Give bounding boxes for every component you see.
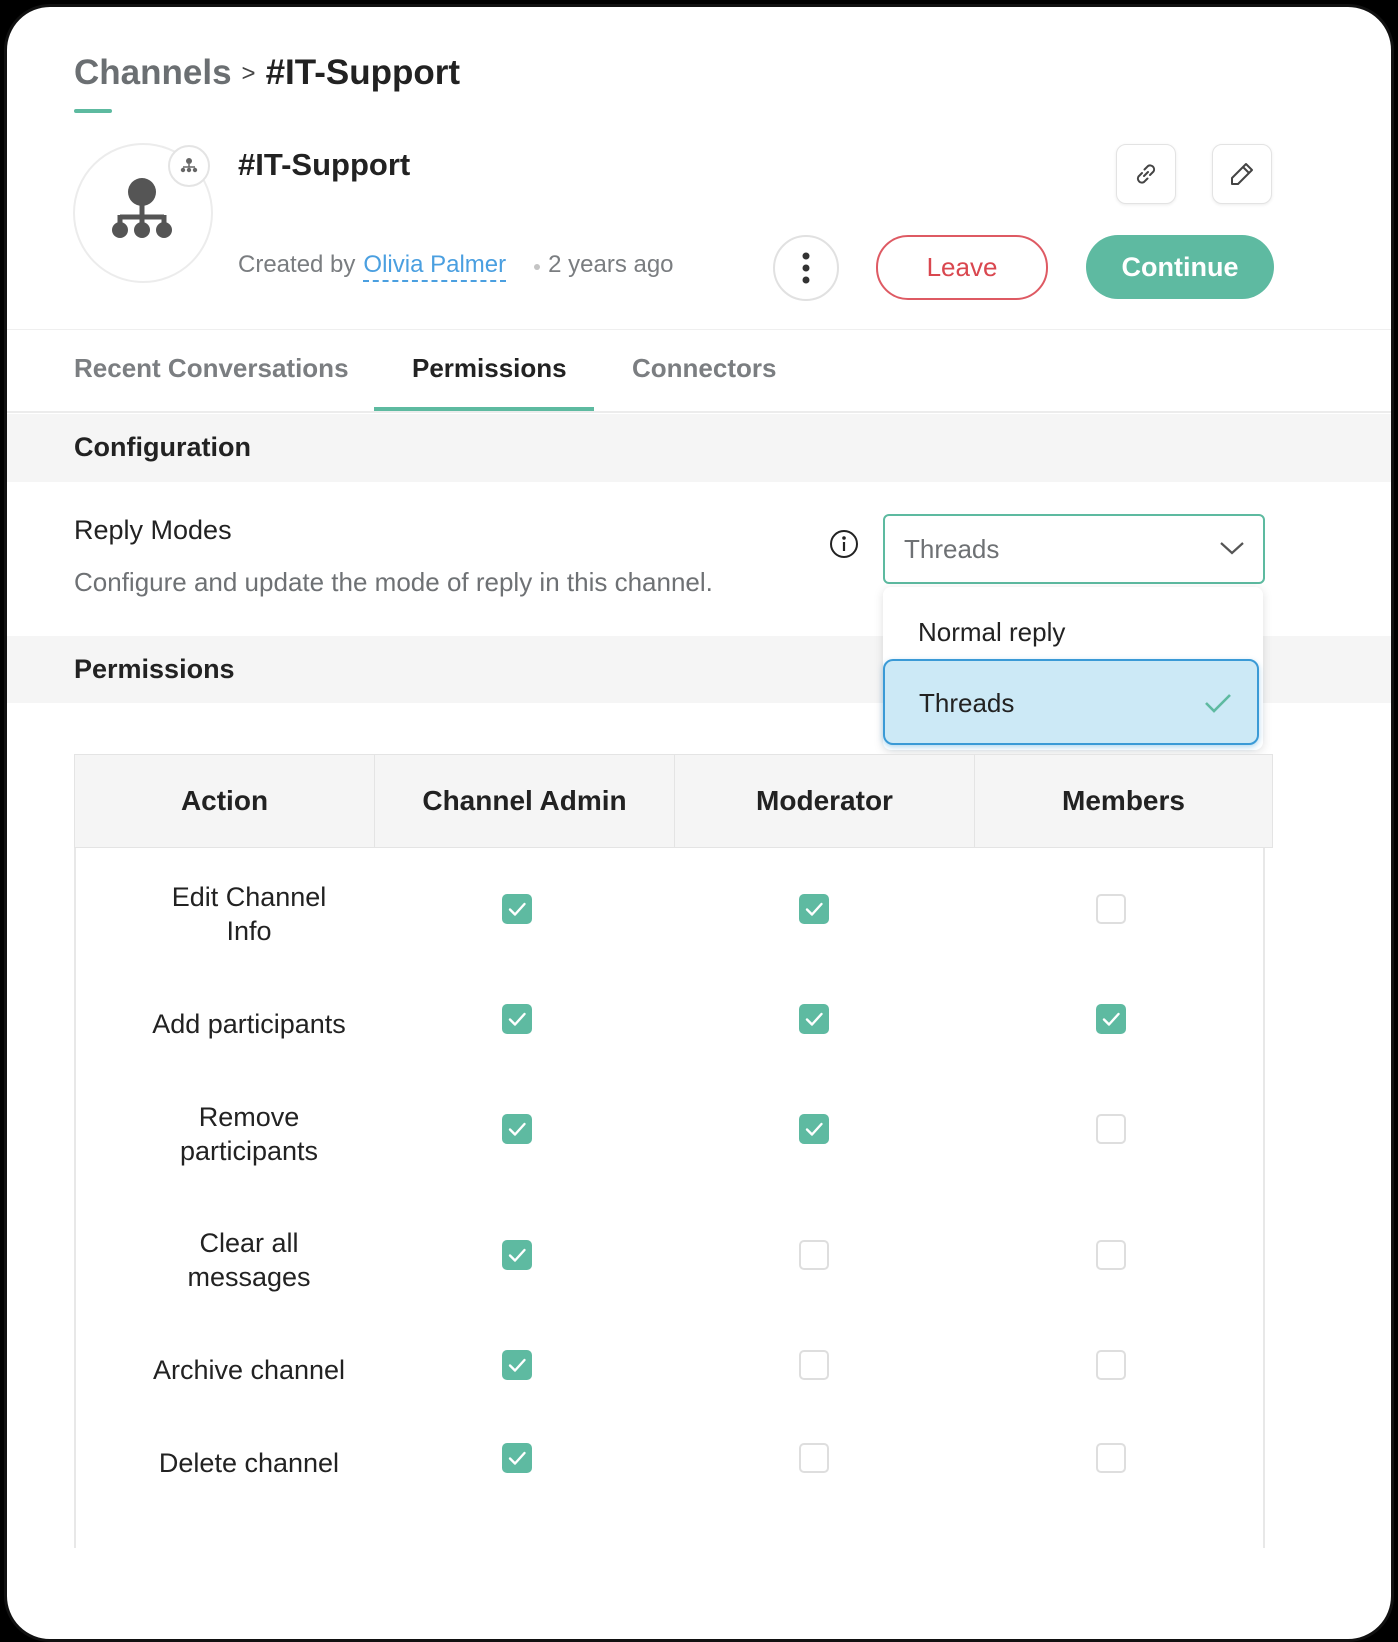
clear-all-messages-moderator-checkbox[interactable] [799,1240,829,1270]
permissions-title: Permissions [74,654,235,684]
option-normal-reply[interactable]: Normal reply [918,617,1066,647]
clear-all-messages-members-checkbox[interactable] [1096,1240,1126,1270]
tab-permissions[interactable]: Permissions [412,353,567,383]
header-divider [7,329,1391,330]
row-label-line: Edit Channel [171,882,327,912]
reply-modes-description: Configure and update the mode of reply in this channel. [74,567,713,597]
checkmark-icon [1096,1004,1126,1034]
delete-channel-moderator-checkbox[interactable] [799,1443,829,1473]
delete-channel-admin-checkbox[interactable] [502,1443,532,1473]
configuration-title: Configuration [74,432,251,462]
org-chart-icon [178,155,200,177]
row-archive-channel [99,1353,399,1387]
remove-participants-moderator-checkbox[interactable] [799,1114,829,1144]
checkmark-icon [502,1443,532,1473]
remove-participants-admin-checkbox[interactable] [502,1114,532,1144]
breadcrumb-channels-link[interactable]: Channels [74,53,232,92]
continue-button[interactable]: Continue [1086,235,1274,299]
edit-channel-info-members-checkbox[interactable] [1096,894,1126,924]
column-channel-admin: Channel Admin [375,755,675,847]
table-right-border [1263,848,1265,1548]
add-participants-admin-checkbox[interactable] [502,1004,532,1034]
edit-channel-button[interactable] [1212,144,1272,204]
checkmark-icon [799,1004,829,1034]
more-options-button[interactable] [773,235,839,301]
leave-button[interactable]: Leave [876,235,1048,300]
row-edit-channel-info [99,880,399,948]
row-label-line: Add participants [152,1009,346,1039]
created-age: 2 years ago [548,251,674,278]
add-participants-moderator-checkbox[interactable] [799,1004,829,1034]
add-participants-members-checkbox[interactable] [1096,1004,1126,1034]
archive-channel-admin-checkbox[interactable] [502,1350,532,1380]
delete-channel-members-checkbox[interactable] [1096,1443,1126,1473]
checkmark-icon [502,1240,532,1270]
channel-title: #IT-Support [238,147,411,182]
row-label-line: messages [187,1262,311,1292]
checkmark-icon [502,1004,532,1034]
channel-details-panel [4,4,1394,1642]
checkmark-icon [502,894,532,924]
row-label-line: participants [179,1136,319,1166]
copy-link-button[interactable] [1116,144,1176,204]
link-icon [1131,159,1161,189]
check-icon [1203,691,1233,715]
reply-mode-dropdown-menu [883,587,1263,750]
edit-channel-info-moderator-checkbox[interactable] [799,894,829,924]
clear-all-messages-admin-checkbox[interactable] [502,1240,532,1270]
row-label-line: Remove [198,1102,300,1132]
checkmark-icon [502,1114,532,1144]
chevron-down-icon [1219,540,1245,556]
reply-mode-select[interactable] [883,514,1265,584]
row-label-line: Clear all [199,1228,299,1258]
breadcrumb-separator: > [241,60,256,87]
reply-modes-label: Reply Modes [74,515,232,545]
reply-mode-selected-value: Threads [904,534,1000,564]
created-info [238,251,674,279]
channel-type-badge [168,145,210,187]
creator-link[interactable]: Olivia Palmer [363,251,506,282]
checkmark-icon [799,894,829,924]
edit-channel-info-admin-checkbox[interactable] [502,894,532,924]
more-vertical-icon [801,251,811,285]
remove-participants-members-checkbox[interactable] [1096,1114,1126,1144]
table-left-border [74,848,76,1548]
archive-channel-moderator-checkbox[interactable] [799,1350,829,1380]
column-action: Action [75,755,375,847]
created-by-label: Created by [238,251,356,278]
option-threads[interactable] [883,659,1259,745]
row-remove-participants [99,1100,399,1168]
pencil-icon [1227,159,1257,189]
tab-recent-conversations[interactable]: Recent Conversations [74,353,349,383]
separator-dot [534,264,540,270]
column-moderator: Moderator [675,755,975,847]
tab-connectors[interactable]: Connectors [632,353,777,383]
row-label-line: Archive channel [152,1355,346,1385]
breadcrumb-underline [74,109,112,113]
tabs-divider [7,411,1391,413]
table-header [74,754,1273,848]
option-threads-label: Threads [919,688,1015,718]
breadcrumb-current: #IT-Support [265,53,460,92]
row-label-line: Delete channel [158,1448,340,1478]
checkmark-icon [799,1114,829,1144]
column-members: Members [1062,785,1185,816]
breadcrumb [74,53,460,93]
row-label-line: Info [226,916,272,946]
info-icon[interactable] [829,529,859,559]
row-clear-all-messages [99,1226,399,1294]
archive-channel-members-checkbox[interactable] [1096,1350,1126,1380]
row-delete-channel [99,1446,399,1480]
checkmark-icon [502,1350,532,1380]
row-add-participants [99,1007,399,1041]
